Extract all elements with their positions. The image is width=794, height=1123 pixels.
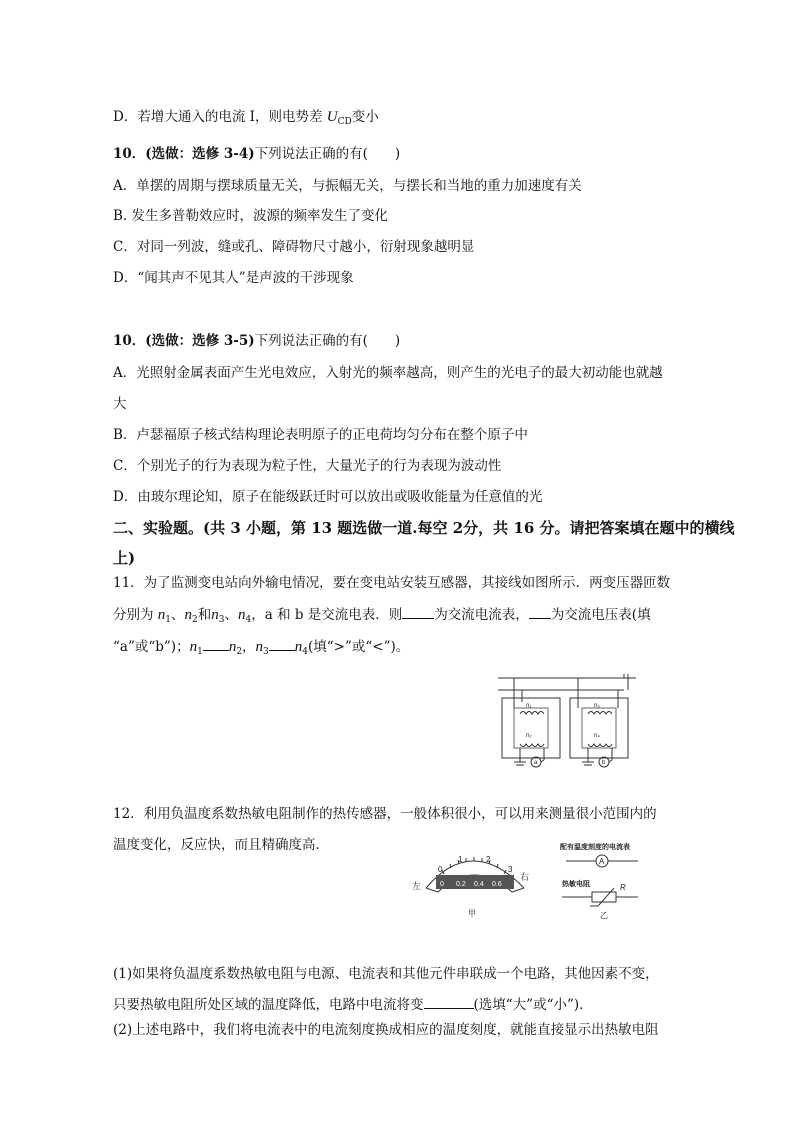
- meter-a-label: a: [534, 760, 538, 766]
- meter-b-label: b: [602, 760, 606, 766]
- label-n4: n₄: [594, 733, 600, 739]
- ammeter-symbol: A: [599, 857, 605, 866]
- tick-bottom-2: 0.4: [474, 881, 484, 888]
- tick-top-0: 0: [438, 865, 443, 874]
- q11-line1: 11．为了监测变电站向外输电情况，要在变电站安装互感器，其接线如图所示．两变压器匝数: [113, 575, 671, 591]
- q10a-option-c: C．对同一列波，缝或孔、障碍物尺寸越小，衍射现象越明显: [113, 239, 475, 255]
- answer-blank-current-change[interactable]: [424, 994, 474, 1009]
- q10a-option-d: D．“闻其声不见其人”是声波的干涉现象: [113, 270, 354, 286]
- answer-blank-n3-n4[interactable]: [269, 636, 295, 651]
- answer-blank-voltage-meter[interactable]: [529, 604, 551, 619]
- tick-bottom-0: 0: [440, 881, 444, 888]
- tick-bottom-1: 0.2: [456, 881, 466, 888]
- figure-jia-label: 甲: [468, 909, 476, 918]
- q9-option-d: D．若增大通入的电流 I，则电势差 $U_{CD}$变小: [113, 109, 379, 127]
- tick-bottom-3: 0.6: [492, 881, 502, 888]
- q11-line3: “a”或“b”)；$n_1$ $n_2$，$n_3$ $n_4$(填“>”或“<”)。: [113, 636, 409, 662]
- label-n1: n₁: [526, 703, 532, 709]
- voltage-symbol: U: [326, 109, 338, 125]
- answer-blank-current-meter[interactable]: [402, 604, 434, 619]
- q12-part2-line1: (2)上述电路中，我们将电流表中的电流刻度换成相应的温度刻度，就能直接显示出热敏电阻: [113, 1022, 659, 1038]
- dial-left-label: 左: [412, 881, 422, 891]
- ammeter-caption: 配有温度刻度的电流表: [560, 844, 630, 851]
- section2-heading-line1: 二、实验题。(共 3 小题，第 13 题选做一道.每空 2分，共 16 分。请把答案填在题中的横线: [113, 519, 735, 537]
- tick-top-2: 2: [486, 855, 491, 864]
- transformer-circuit-figure: [498, 674, 640, 774]
- label-n2: n₂: [526, 733, 532, 739]
- q10b-option-a-line2: 大: [113, 396, 127, 412]
- q10b-option-b: B．卢瑟福原子核式结构理论表明原子的正电荷均匀分布在整个原子中: [113, 427, 528, 443]
- q11-line2: 分别为 $n_1$、$n_2$和$n_3$、$n_4$，a 和 b 是交流电表．则 为交流电流表， 为交流电压表(填: [113, 604, 651, 630]
- meter-dial-figure: [412, 840, 538, 920]
- tick-top-3: 3: [508, 865, 513, 874]
- answer-blank-n1-n2[interactable]: [203, 636, 229, 651]
- q10a-stem: 10．(选做：选修 3-4)下列说法正确的有( ): [113, 146, 401, 162]
- q10b-option-a-line1: A．光照射金属表面产生光电效应，入射光的频率越高，则产生的光电子的最大初动能也就越: [113, 365, 663, 381]
- resistor-symbol: R: [620, 883, 626, 892]
- dial-right-label: 右: [520, 872, 530, 882]
- q12-part1-line2: 只要热敏电阻所处区域的温度降低，电路中电流将变 (选填“大”或“小”)．: [113, 994, 593, 1015]
- q12-line2: 温度变化，反应快，而且精确度高.: [113, 837, 320, 853]
- q10b-option-c: C．个别光子的行为表现为粒子性，大量光子的行为表现为波动性: [113, 458, 502, 474]
- q10a-option-a: A．单摆的周期与摆球质量无关，与振幅无关，与摆长和当地的重力加速度有关: [113, 178, 582, 194]
- section2-heading-line2: 上): [113, 549, 136, 567]
- tick-top-1: 1: [458, 855, 463, 864]
- q10a-option-b: B. 发生多普勒效应时，波源的频率发生了变化: [113, 208, 389, 224]
- label-n3: n₃: [594, 703, 600, 709]
- q12-part1-line1: (1)如果将负温度系数热敏电阻与电源、电流表和其他元件串联成一个电路，其他因素不变，: [113, 966, 659, 982]
- q10b-option-d: D．由玻尔理论知，原子在能级跃迁时可以放出或吸收能量为任意值的光: [113, 489, 543, 505]
- q10b-stem: 10．(选做：选修 3-5)下列说法正确的有( ): [113, 333, 401, 349]
- thermistor-figure: [556, 840, 686, 920]
- thermistor-caption: 热敏电阻: [562, 881, 590, 888]
- q12-line1: 12．利用负温度系数热敏电阻制作的热传感器，一般体积很小，可以用来测量很小范围内的: [113, 806, 657, 822]
- figure-yi-label: 乙: [600, 911, 608, 920]
